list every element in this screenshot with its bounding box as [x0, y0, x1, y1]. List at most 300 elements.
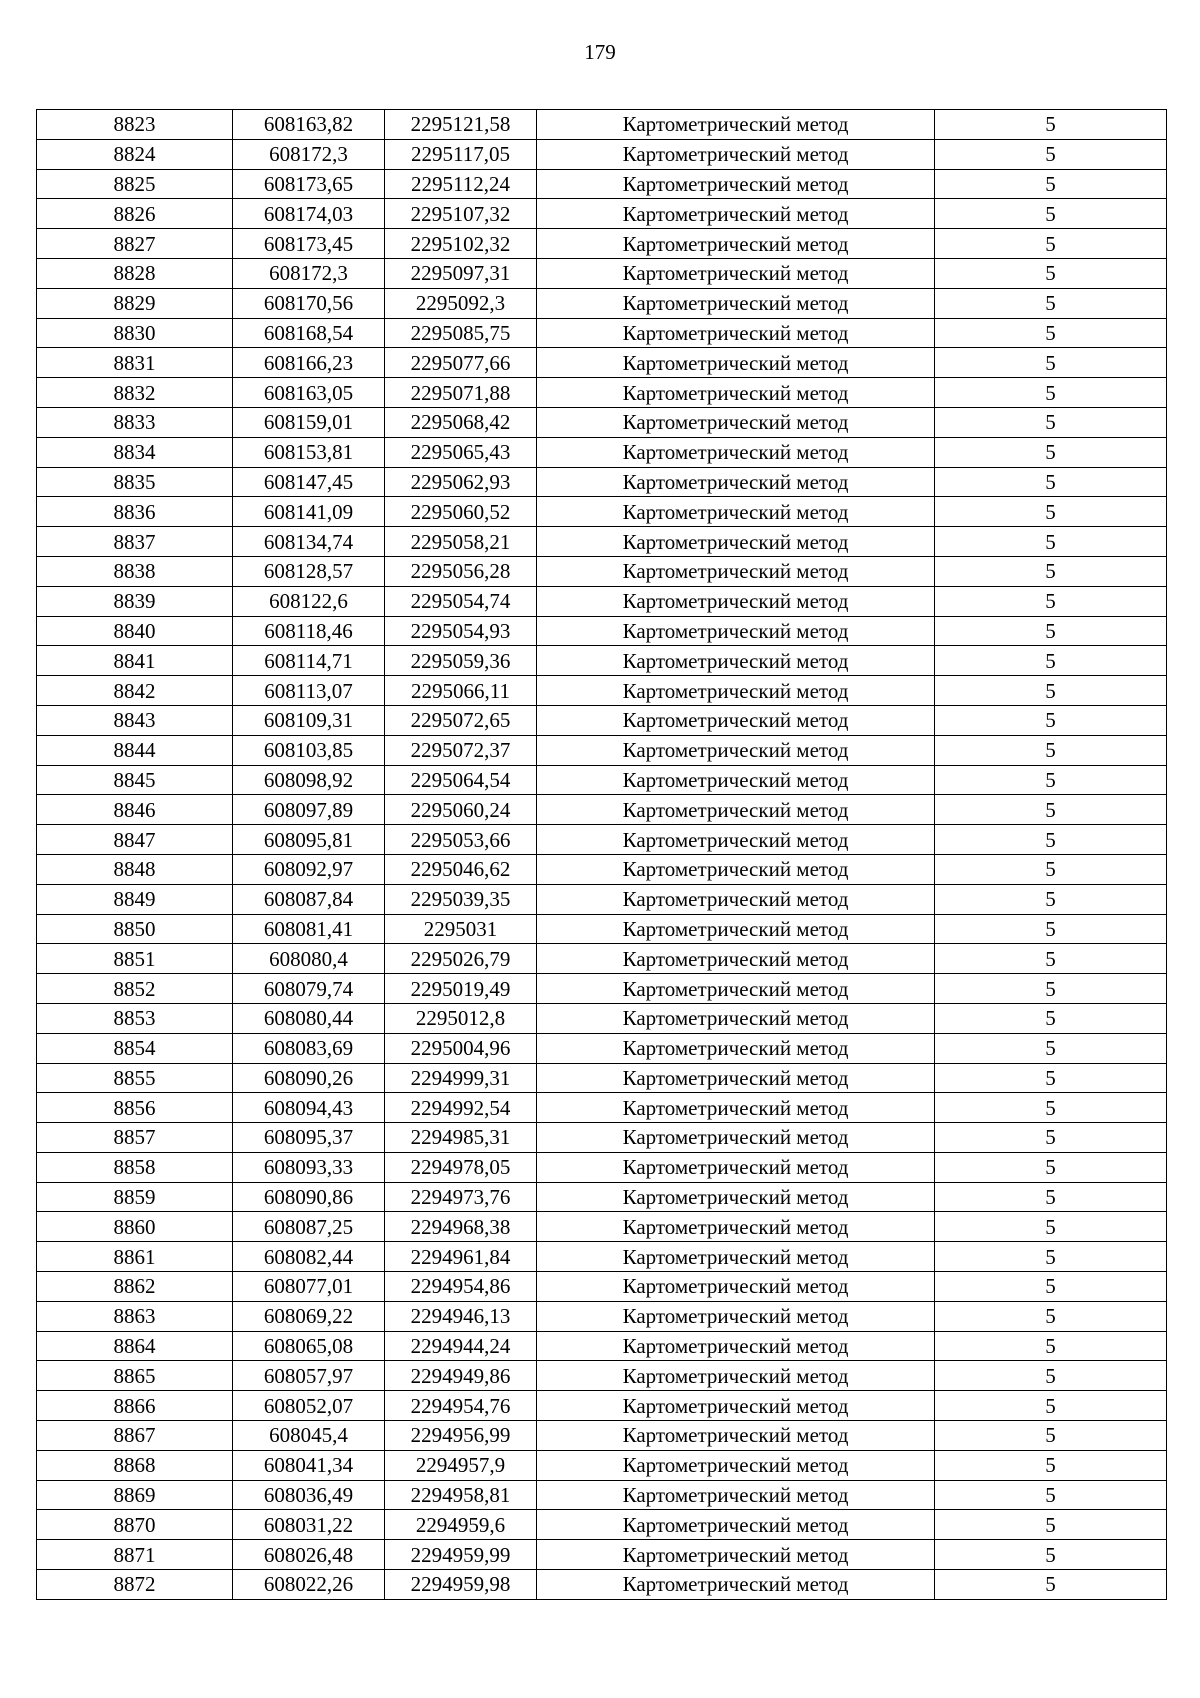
x-coordinate-cell: 608103,85: [233, 735, 385, 765]
x-coordinate-cell: 608090,26: [233, 1063, 385, 1093]
table-row: [37, 1063, 1167, 1093]
point-number-cell: 8839: [37, 586, 233, 616]
point-number-cell: 8828: [37, 258, 233, 288]
accuracy-cell: 5: [935, 1003, 1167, 1033]
table-row: [37, 944, 1167, 974]
x-coordinate-cell: 608166,23: [233, 348, 385, 378]
method-cell: Картометрический метод: [537, 556, 935, 586]
y-coordinate-cell: 2295065,43: [385, 437, 537, 467]
x-coordinate-cell: 608082,44: [233, 1242, 385, 1272]
method-cell: Картометрический метод: [537, 1391, 935, 1421]
point-number-cell: 8871: [37, 1540, 233, 1570]
accuracy-cell: 5: [935, 1391, 1167, 1421]
y-coordinate-cell: 2295056,28: [385, 556, 537, 586]
point-number-cell: 8833: [37, 407, 233, 437]
x-coordinate-cell: 608141,09: [233, 497, 385, 527]
accuracy-cell: 5: [935, 1152, 1167, 1182]
x-coordinate-cell: 608172,3: [233, 139, 385, 169]
method-cell: Картометрический метод: [537, 705, 935, 735]
y-coordinate-cell: 2294999,31: [385, 1063, 537, 1093]
x-coordinate-cell: 608057,97: [233, 1361, 385, 1391]
accuracy-cell: 5: [935, 378, 1167, 408]
point-number-cell: 8852: [37, 974, 233, 1004]
method-cell: Картометрический метод: [537, 1003, 935, 1033]
accuracy-cell: 5: [935, 1421, 1167, 1451]
x-coordinate-cell: 608065,08: [233, 1331, 385, 1361]
table-row: [37, 1391, 1167, 1421]
method-cell: Картометрический метод: [537, 1093, 935, 1123]
point-number-cell: 8823: [37, 110, 233, 140]
y-coordinate-cell: 2295072,65: [385, 705, 537, 735]
table-row: [37, 646, 1167, 676]
table-row: [37, 318, 1167, 348]
table-row: [37, 437, 1167, 467]
table-row: [37, 229, 1167, 259]
accuracy-cell: 5: [935, 735, 1167, 765]
accuracy-cell: 5: [935, 288, 1167, 318]
x-coordinate-cell: 608159,01: [233, 407, 385, 437]
accuracy-cell: 5: [935, 1570, 1167, 1600]
point-number-cell: 8825: [37, 169, 233, 199]
table-row: [37, 467, 1167, 497]
x-coordinate-cell: 608080,4: [233, 944, 385, 974]
table-row: [37, 1272, 1167, 1302]
table-row: [37, 348, 1167, 378]
x-coordinate-cell: 608081,41: [233, 914, 385, 944]
y-coordinate-cell: 2294968,38: [385, 1212, 537, 1242]
table-row: [37, 258, 1167, 288]
point-number-cell: 8865: [37, 1361, 233, 1391]
accuracy-cell: 5: [935, 1242, 1167, 1272]
point-number-cell: 8861: [37, 1242, 233, 1272]
accuracy-cell: 5: [935, 497, 1167, 527]
accuracy-cell: 5: [935, 765, 1167, 795]
accuracy-cell: 5: [935, 1331, 1167, 1361]
y-coordinate-cell: 2295046,62: [385, 854, 537, 884]
accuracy-cell: 5: [935, 1033, 1167, 1063]
table-row: [37, 1182, 1167, 1212]
y-coordinate-cell: 2295059,36: [385, 646, 537, 676]
y-coordinate-cell: 2294978,05: [385, 1152, 537, 1182]
x-coordinate-cell: 608087,84: [233, 884, 385, 914]
point-number-cell: 8868: [37, 1450, 233, 1480]
y-coordinate-cell: 2295004,96: [385, 1033, 537, 1063]
point-number-cell: 8859: [37, 1182, 233, 1212]
y-coordinate-cell: 2295072,37: [385, 735, 537, 765]
y-coordinate-cell: 2295107,32: [385, 199, 537, 229]
x-coordinate-cell: 608168,54: [233, 318, 385, 348]
method-cell: Картометрический метод: [537, 795, 935, 825]
table-row: [37, 854, 1167, 884]
point-number-cell: 8855: [37, 1063, 233, 1093]
method-cell: Картометрический метод: [537, 1063, 935, 1093]
x-coordinate-cell: 608095,81: [233, 825, 385, 855]
x-coordinate-cell: 608153,81: [233, 437, 385, 467]
accuracy-cell: 5: [935, 884, 1167, 914]
x-coordinate-cell: 608114,71: [233, 646, 385, 676]
x-coordinate-cell: 608077,01: [233, 1272, 385, 1302]
accuracy-cell: 5: [935, 1480, 1167, 1510]
point-number-cell: 8847: [37, 825, 233, 855]
x-coordinate-cell: 608026,48: [233, 1540, 385, 1570]
y-coordinate-cell: 2295060,52: [385, 497, 537, 527]
accuracy-cell: 5: [935, 646, 1167, 676]
table-row: [37, 795, 1167, 825]
point-number-cell: 8869: [37, 1480, 233, 1510]
point-number-cell: 8856: [37, 1093, 233, 1123]
method-cell: Картометрический метод: [537, 378, 935, 408]
x-coordinate-cell: 608079,74: [233, 974, 385, 1004]
table-row: [37, 1242, 1167, 1272]
accuracy-cell: 5: [935, 229, 1167, 259]
point-number-cell: 8870: [37, 1510, 233, 1540]
x-coordinate-cell: 608031,22: [233, 1510, 385, 1540]
table-row: [37, 735, 1167, 765]
table-row: [37, 884, 1167, 914]
point-number-cell: 8872: [37, 1570, 233, 1600]
x-coordinate-cell: 608083,69: [233, 1033, 385, 1063]
x-coordinate-cell: 608109,31: [233, 705, 385, 735]
x-coordinate-cell: 608147,45: [233, 467, 385, 497]
point-number-cell: 8860: [37, 1212, 233, 1242]
x-coordinate-cell: 608113,07: [233, 676, 385, 706]
accuracy-cell: 5: [935, 348, 1167, 378]
method-cell: Картометрический метод: [537, 258, 935, 288]
method-cell: Картометрический метод: [537, 1301, 935, 1331]
method-cell: Картометрический метод: [537, 914, 935, 944]
method-cell: Картометрический метод: [537, 616, 935, 646]
point-number-cell: 8858: [37, 1152, 233, 1182]
x-coordinate-cell: 608173,45: [233, 229, 385, 259]
accuracy-cell: 5: [935, 407, 1167, 437]
y-coordinate-cell: 2295077,66: [385, 348, 537, 378]
y-coordinate-cell: 2295117,05: [385, 139, 537, 169]
accuracy-cell: 5: [935, 1301, 1167, 1331]
y-coordinate-cell: 2295019,49: [385, 974, 537, 1004]
page-number: 179: [584, 40, 616, 64]
x-coordinate-cell: 608080,44: [233, 1003, 385, 1033]
method-cell: Картометрический метод: [537, 229, 935, 259]
y-coordinate-cell: 2295102,32: [385, 229, 537, 259]
table-row: [37, 407, 1167, 437]
table-row: [37, 199, 1167, 229]
table-row: [37, 1450, 1167, 1480]
method-cell: Картометрический метод: [537, 1152, 935, 1182]
table-row: [37, 110, 1167, 140]
table-row: [37, 556, 1167, 586]
x-coordinate-cell: 608098,92: [233, 765, 385, 795]
method-cell: Картометрический метод: [537, 1421, 935, 1451]
point-number-cell: 8829: [37, 288, 233, 318]
y-coordinate-cell: 2294959,6: [385, 1510, 537, 1540]
x-coordinate-cell: 608118,46: [233, 616, 385, 646]
table-row: [37, 914, 1167, 944]
y-coordinate-cell: 2295026,79: [385, 944, 537, 974]
method-cell: Картометрический метод: [537, 1450, 935, 1480]
table-row: [37, 1510, 1167, 1540]
y-coordinate-cell: 2294959,99: [385, 1540, 537, 1570]
method-cell: Картометрический метод: [537, 110, 935, 140]
point-number-cell: 8844: [37, 735, 233, 765]
method-cell: Картометрический метод: [537, 139, 935, 169]
coordinates-table-body: [37, 110, 1167, 1600]
method-cell: Картометрический метод: [537, 1510, 935, 1540]
table-row: [37, 676, 1167, 706]
method-cell: Картометрический метод: [537, 407, 935, 437]
table-row: [37, 1033, 1167, 1063]
accuracy-cell: 5: [935, 1450, 1167, 1480]
table-row: [37, 1212, 1167, 1242]
table-row: [37, 765, 1167, 795]
x-coordinate-cell: 608170,56: [233, 288, 385, 318]
method-cell: Картометрический метод: [537, 527, 935, 557]
method-cell: Картометрический метод: [537, 1242, 935, 1272]
x-coordinate-cell: 608022,26: [233, 1570, 385, 1600]
table-row: [37, 1093, 1167, 1123]
y-coordinate-cell: 2294973,76: [385, 1182, 537, 1212]
point-number-cell: 8854: [37, 1033, 233, 1063]
accuracy-cell: 5: [935, 705, 1167, 735]
x-coordinate-cell: 608173,65: [233, 169, 385, 199]
x-coordinate-cell: 608172,3: [233, 258, 385, 288]
table-row: [37, 1152, 1167, 1182]
y-coordinate-cell: 2294958,81: [385, 1480, 537, 1510]
accuracy-cell: 5: [935, 1272, 1167, 1302]
point-number-cell: 8849: [37, 884, 233, 914]
y-coordinate-cell: 2295068,42: [385, 407, 537, 437]
table-row: [37, 705, 1167, 735]
y-coordinate-cell: 2295062,93: [385, 467, 537, 497]
x-coordinate-cell: 608092,97: [233, 854, 385, 884]
accuracy-cell: 5: [935, 318, 1167, 348]
method-cell: Картометрический метод: [537, 884, 935, 914]
y-coordinate-cell: 2295097,31: [385, 258, 537, 288]
table-row: [37, 1570, 1167, 1600]
x-coordinate-cell: 608041,34: [233, 1450, 385, 1480]
point-number-cell: 8850: [37, 914, 233, 944]
point-number-cell: 8834: [37, 437, 233, 467]
table-row: [37, 169, 1167, 199]
point-number-cell: 8840: [37, 616, 233, 646]
point-number-cell: 8848: [37, 854, 233, 884]
x-coordinate-cell: 608069,22: [233, 1301, 385, 1331]
point-number-cell: 8826: [37, 199, 233, 229]
point-number-cell: 8867: [37, 1421, 233, 1451]
accuracy-cell: 5: [935, 854, 1167, 884]
method-cell: Картометрический метод: [537, 1033, 935, 1063]
method-cell: Картометрический метод: [537, 467, 935, 497]
point-number-cell: 8851: [37, 944, 233, 974]
point-number-cell: 8841: [37, 646, 233, 676]
accuracy-cell: 5: [935, 1063, 1167, 1093]
x-coordinate-cell: 608134,74: [233, 527, 385, 557]
method-cell: Картометрический метод: [537, 1570, 935, 1600]
y-coordinate-cell: 2294944,24: [385, 1331, 537, 1361]
y-coordinate-cell: 2294954,76: [385, 1391, 537, 1421]
method-cell: Картометрический метод: [537, 1540, 935, 1570]
x-coordinate-cell: 608097,89: [233, 795, 385, 825]
method-cell: Картометрический метод: [537, 1331, 935, 1361]
point-number-cell: 8846: [37, 795, 233, 825]
point-number-cell: 8838: [37, 556, 233, 586]
table-row: [37, 378, 1167, 408]
table-row: [37, 616, 1167, 646]
accuracy-cell: 5: [935, 110, 1167, 140]
table-row: [37, 497, 1167, 527]
x-coordinate-cell: 608122,6: [233, 586, 385, 616]
y-coordinate-cell: 2294992,54: [385, 1093, 537, 1123]
y-coordinate-cell: 2294949,86: [385, 1361, 537, 1391]
accuracy-cell: 5: [935, 199, 1167, 229]
y-coordinate-cell: 2295058,21: [385, 527, 537, 557]
method-cell: Картометрический метод: [537, 676, 935, 706]
method-cell: Картометрический метод: [537, 1361, 935, 1391]
x-coordinate-cell: 608174,03: [233, 199, 385, 229]
point-number-cell: 8832: [37, 378, 233, 408]
x-coordinate-cell: 608045,4: [233, 1421, 385, 1451]
y-coordinate-cell: 2295085,75: [385, 318, 537, 348]
accuracy-cell: 5: [935, 527, 1167, 557]
y-coordinate-cell: 2295039,35: [385, 884, 537, 914]
method-cell: Картометрический метод: [537, 735, 935, 765]
table-row: [37, 1540, 1167, 1570]
method-cell: Картометрический метод: [537, 944, 935, 974]
y-coordinate-cell: 2294954,86: [385, 1272, 537, 1302]
point-number-cell: 8857: [37, 1123, 233, 1153]
method-cell: Картометрический метод: [537, 497, 935, 527]
y-coordinate-cell: 2295092,3: [385, 288, 537, 318]
method-cell: Картометрический метод: [537, 169, 935, 199]
y-coordinate-cell: 2295060,24: [385, 795, 537, 825]
table-row: [37, 586, 1167, 616]
accuracy-cell: 5: [935, 258, 1167, 288]
accuracy-cell: 5: [935, 467, 1167, 497]
method-cell: Картометрический метод: [537, 825, 935, 855]
point-number-cell: 8842: [37, 676, 233, 706]
point-number-cell: 8827: [37, 229, 233, 259]
x-coordinate-cell: 608095,37: [233, 1123, 385, 1153]
y-coordinate-cell: 2294959,98: [385, 1570, 537, 1600]
point-number-cell: 8836: [37, 497, 233, 527]
point-number-cell: 8845: [37, 765, 233, 795]
method-cell: Картометрический метод: [537, 1480, 935, 1510]
table-row: [37, 1123, 1167, 1153]
table-row: [37, 1421, 1167, 1451]
accuracy-cell: 5: [935, 556, 1167, 586]
accuracy-cell: 5: [935, 1123, 1167, 1153]
x-coordinate-cell: 608087,25: [233, 1212, 385, 1242]
accuracy-cell: 5: [935, 616, 1167, 646]
point-number-cell: 8835: [37, 467, 233, 497]
y-coordinate-cell: 2295064,54: [385, 765, 537, 795]
accuracy-cell: 5: [935, 795, 1167, 825]
accuracy-cell: 5: [935, 1212, 1167, 1242]
method-cell: Картометрический метод: [537, 765, 935, 795]
y-coordinate-cell: 2295066,11: [385, 676, 537, 706]
method-cell: Картометрический метод: [537, 646, 935, 676]
y-coordinate-cell: 2295121,58: [385, 110, 537, 140]
point-number-cell: 8853: [37, 1003, 233, 1033]
y-coordinate-cell: 2295071,88: [385, 378, 537, 408]
y-coordinate-cell: 2295053,66: [385, 825, 537, 855]
point-number-cell: 8862: [37, 1272, 233, 1302]
point-number-cell: 8866: [37, 1391, 233, 1421]
x-coordinate-cell: 608094,43: [233, 1093, 385, 1123]
accuracy-cell: 5: [935, 944, 1167, 974]
x-coordinate-cell: 608052,07: [233, 1391, 385, 1421]
table-row: [37, 288, 1167, 318]
point-number-cell: 8824: [37, 139, 233, 169]
accuracy-cell: 5: [935, 1182, 1167, 1212]
accuracy-cell: 5: [935, 586, 1167, 616]
x-coordinate-cell: 608163,05: [233, 378, 385, 408]
accuracy-cell: 5: [935, 1093, 1167, 1123]
x-coordinate-cell: 608163,82: [233, 110, 385, 140]
method-cell: Картометрический метод: [537, 974, 935, 1004]
table-row: [37, 1301, 1167, 1331]
y-coordinate-cell: 2294956,99: [385, 1421, 537, 1451]
accuracy-cell: 5: [935, 169, 1167, 199]
y-coordinate-cell: 2295112,24: [385, 169, 537, 199]
point-number-cell: 8830: [37, 318, 233, 348]
x-coordinate-cell: 608128,57: [233, 556, 385, 586]
accuracy-cell: 5: [935, 676, 1167, 706]
x-coordinate-cell: 608090,86: [233, 1182, 385, 1212]
table-row: [37, 527, 1167, 557]
y-coordinate-cell: 2294985,31: [385, 1123, 537, 1153]
point-number-cell: 8843: [37, 705, 233, 735]
method-cell: Картометрический метод: [537, 586, 935, 616]
point-number-cell: 8864: [37, 1331, 233, 1361]
method-cell: Картометрический метод: [537, 854, 935, 884]
y-coordinate-cell: 2295012,8: [385, 1003, 537, 1033]
accuracy-cell: 5: [935, 1540, 1167, 1570]
method-cell: Картометрический метод: [537, 1212, 935, 1242]
method-cell: Картометрический метод: [537, 288, 935, 318]
accuracy-cell: 5: [935, 1510, 1167, 1540]
y-coordinate-cell: 2294946,13: [385, 1301, 537, 1331]
method-cell: Картометрический метод: [537, 318, 935, 348]
accuracy-cell: 5: [935, 974, 1167, 1004]
table-row: [37, 139, 1167, 169]
table-row: [37, 1003, 1167, 1033]
point-number-cell: 8863: [37, 1301, 233, 1331]
accuracy-cell: 5: [935, 1361, 1167, 1391]
method-cell: Картометрический метод: [537, 199, 935, 229]
table-row: [37, 974, 1167, 1004]
table-row: [37, 1331, 1167, 1361]
y-coordinate-cell: 2295054,74: [385, 586, 537, 616]
y-coordinate-cell: 2294957,9: [385, 1450, 537, 1480]
method-cell: Картометрический метод: [537, 437, 935, 467]
x-coordinate-cell: 608093,33: [233, 1152, 385, 1182]
method-cell: Картометрический метод: [537, 1123, 935, 1153]
y-coordinate-cell: 2295031: [385, 914, 537, 944]
accuracy-cell: 5: [935, 825, 1167, 855]
accuracy-cell: 5: [935, 914, 1167, 944]
method-cell: Картометрический метод: [537, 1272, 935, 1302]
table-row: [37, 1361, 1167, 1391]
table-row: [37, 825, 1167, 855]
coordinates-table: [36, 109, 1167, 1600]
y-coordinate-cell: 2295054,93: [385, 616, 537, 646]
method-cell: Картометрический метод: [537, 1182, 935, 1212]
y-coordinate-cell: 2294961,84: [385, 1242, 537, 1272]
x-coordinate-cell: 608036,49: [233, 1480, 385, 1510]
method-cell: Картометрический метод: [537, 348, 935, 378]
accuracy-cell: 5: [935, 437, 1167, 467]
point-number-cell: 8831: [37, 348, 233, 378]
